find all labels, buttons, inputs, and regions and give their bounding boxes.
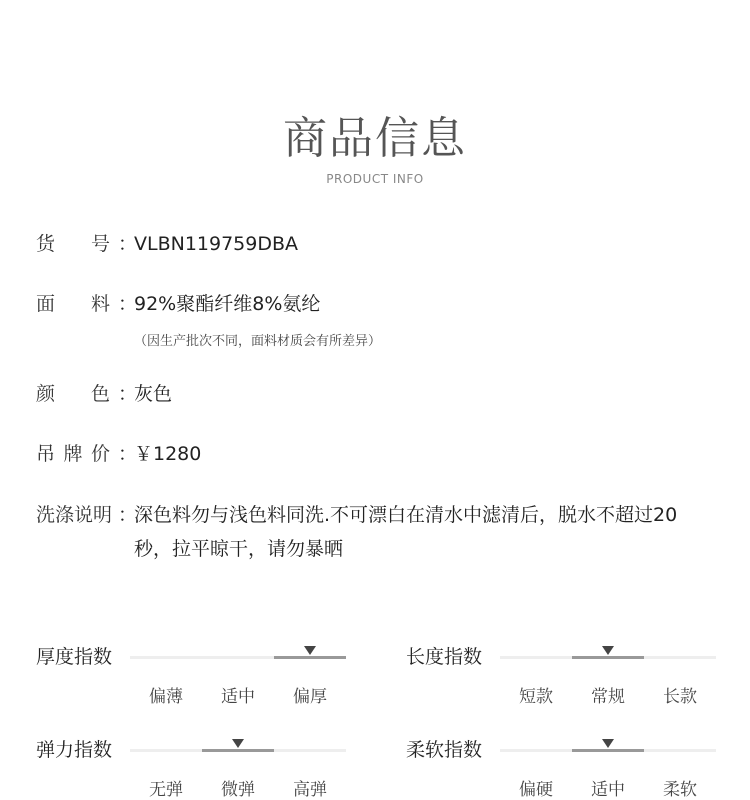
- index-block: [36, 642, 356, 707]
- scale-option-label: 微弹: [221, 780, 255, 800]
- scale-option-label: 适中: [591, 780, 625, 800]
- label-char: 号: [90, 233, 110, 255]
- index-name: 柔软指数: [406, 739, 483, 761]
- selected-marker-icon: [602, 739, 614, 748]
- scale-segment: [572, 749, 644, 752]
- page-title: 商品信息: [283, 113, 467, 164]
- scale-option-label: 常规: [591, 687, 625, 707]
- scale-option-label: 短款: [519, 687, 553, 707]
- page-subtitle: PRODUCT INFO: [326, 172, 424, 186]
- scale-option-label: 偏厚: [293, 687, 327, 707]
- color-value: 灰色: [134, 383, 173, 405]
- washing-line-2: 秒，拉平晾干，请勿暴晒: [134, 538, 344, 560]
- index-scale: [500, 656, 716, 707]
- scale-option-label: 长款: [663, 687, 697, 707]
- washing-line-1: 深色料勿与浅色料同洗.不可漂白在清水中滤清后，脱水不超过20: [134, 504, 678, 526]
- index-scale: [130, 656, 346, 707]
- selected-marker-icon: [602, 646, 614, 655]
- colon: ：: [118, 443, 138, 465]
- selected-marker-icon: [232, 739, 244, 748]
- fabric-note: （因生产批次不同，面料材质会有所差异）: [134, 334, 382, 349]
- label-char: 牌: [63, 443, 83, 465]
- index-scale: [130, 749, 346, 800]
- label-char: 面: [36, 293, 56, 315]
- scale-option-label: 偏薄: [149, 687, 183, 707]
- index-block: [406, 735, 726, 800]
- scale-option-label: 偏硬: [519, 780, 553, 800]
- scale-segment: [644, 656, 716, 659]
- scale-segment: [500, 749, 572, 752]
- scale-segment: [130, 656, 202, 659]
- label-char: 料: [90, 293, 110, 315]
- washing-label: 洗涤说明: [36, 504, 113, 526]
- selected-marker-icon: [304, 646, 316, 655]
- scale-option-label: 适中: [221, 687, 255, 707]
- scale-segment: [572, 656, 644, 659]
- label-char: 货: [36, 233, 56, 255]
- label-char: 颜: [36, 383, 56, 405]
- item-number-value: VLBN119759DBA: [134, 233, 299, 255]
- price-value: ￥1280: [134, 443, 202, 465]
- scale-segment: [644, 749, 716, 752]
- scale-segment: [274, 749, 346, 752]
- colon: ：: [118, 383, 138, 405]
- colon: ：: [118, 233, 138, 255]
- scale-segment: [500, 656, 572, 659]
- label-char: 价: [90, 443, 110, 465]
- scale-segment: [202, 749, 274, 752]
- index-scale: [500, 749, 716, 800]
- scale-option-label: 柔软: [663, 780, 697, 800]
- index-name: 厚度指数: [36, 646, 113, 668]
- scale-option-label: 高弹: [293, 780, 327, 800]
- label-char: 吊: [36, 443, 56, 465]
- index-block: [406, 642, 726, 707]
- scale-segment: [274, 656, 346, 659]
- colon: ：: [118, 504, 138, 526]
- label-char: 色: [90, 383, 110, 405]
- scale-option-label: 无弹: [149, 780, 183, 800]
- index-name: 长度指数: [406, 646, 483, 668]
- scale-segment: [130, 749, 202, 752]
- index-block: [36, 735, 356, 800]
- scale-segment: [202, 656, 274, 659]
- colon: ：: [118, 293, 138, 315]
- fabric-value: 92%聚酯纤维8%氨纶: [134, 293, 321, 315]
- index-name: 弹力指数: [36, 739, 113, 761]
